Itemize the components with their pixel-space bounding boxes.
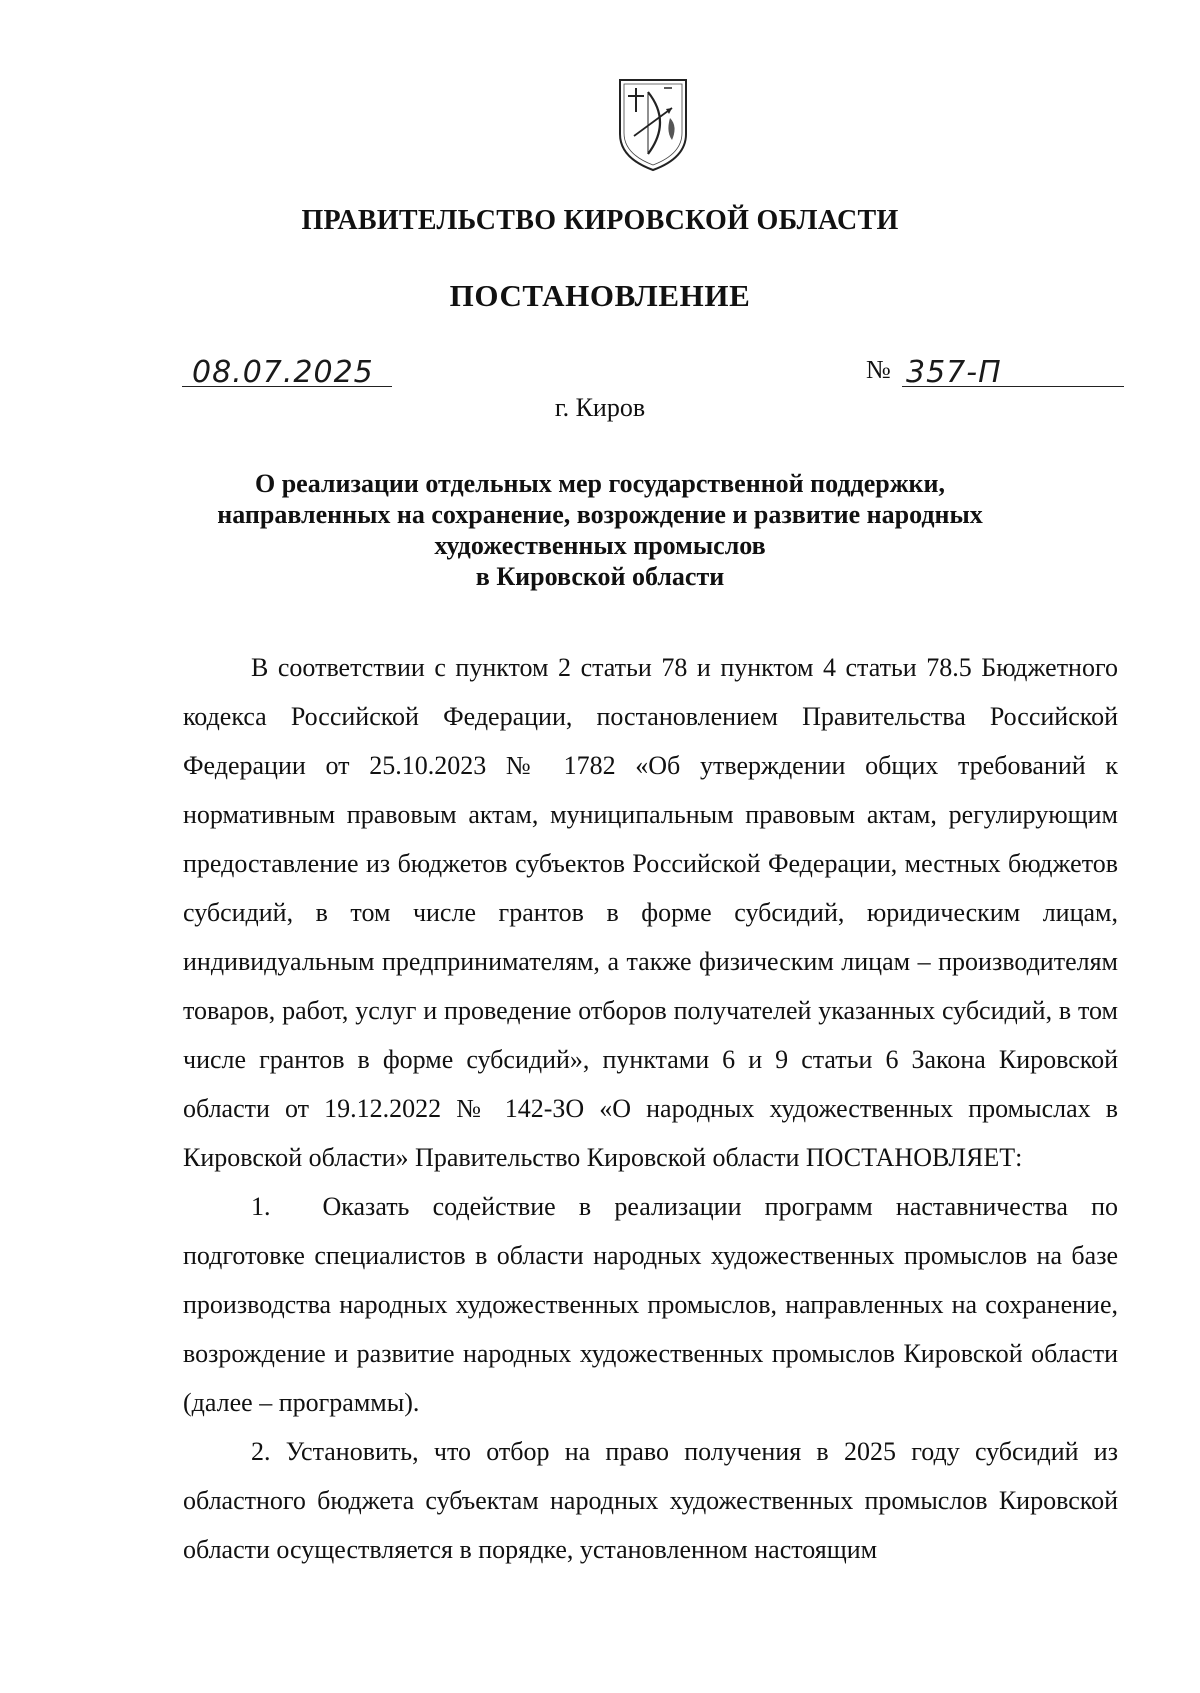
resolution-item: 1. Оказать содействие в реализации программ наставничества по подготовке специалистов в области народных художественных промыслов на базе производства народных художественных промыслов, направленных на сохранение, возрождение и развитие народных художественных промыслов Кировской области (далее – программы). [183, 1192, 1118, 1417]
document-date: 08.07.2025 [192, 355, 374, 390]
coat-of-arms-icon [614, 74, 692, 174]
subject-line: направленных на сохранение, возрождение и развитие народных [217, 500, 983, 529]
government-title: ПРАВИТЕЛЬСТВО КИРОВСКОЙ ОБЛАСТИ [301, 205, 899, 236]
date-field [182, 352, 392, 390]
document-body [183, 643, 1118, 1574]
city: г. Киров [554, 393, 646, 422]
preamble-paragraph: В соответствии с пунктом 2 статьи 78 и пунктом 4 статьи 78.5 Бюджетного кодекса Российской Федерации, постановлением Правительства Российской Федерации от 25.10.2023 № 1782 «Об утверждении общих требований к нормативным правовым актам, муниципальным правовым актам, регулирующим предоставление из бюджетов субъектов Российской Федерации, местных бюджетов субсидий, в том числе грантов в форме субсидий, юридическим лицам, индивидуальным предпринимателям, а также физическим лицам – производителям товаров, работ, услуг и проведение отборов получателей указанных субсидий, в том числе грантов в форме субсидий», пунктами 6 и 9 статьи 6 Закона Кировской области от 19.12.2022 № 142-ЗО «О народных художественных промыслах в Кировской области» Правительство Кировской области ПОСТАНОВЛЯЕТ: [183, 653, 1118, 1172]
subject-line: О реализации отдельных мер государственной поддержки, [254, 469, 946, 498]
subject-line: художественных промыслов [434, 531, 766, 560]
number-field [902, 352, 1124, 390]
document-type: ПОСТАНОВЛЕНИЕ [449, 278, 751, 313]
document-number: 357-П [906, 355, 1002, 390]
resolution-item: 2. Установить, что отбор на право получения в 2025 году субсидий из областного бюджета субъектам народных художественных промыслов Кировской области осуществляется в порядке, установленном настоящим [183, 1437, 1118, 1564]
number-label: № [866, 355, 891, 384]
subject-line: в Кировской области [475, 562, 725, 591]
document-subject [180, 468, 1020, 592]
